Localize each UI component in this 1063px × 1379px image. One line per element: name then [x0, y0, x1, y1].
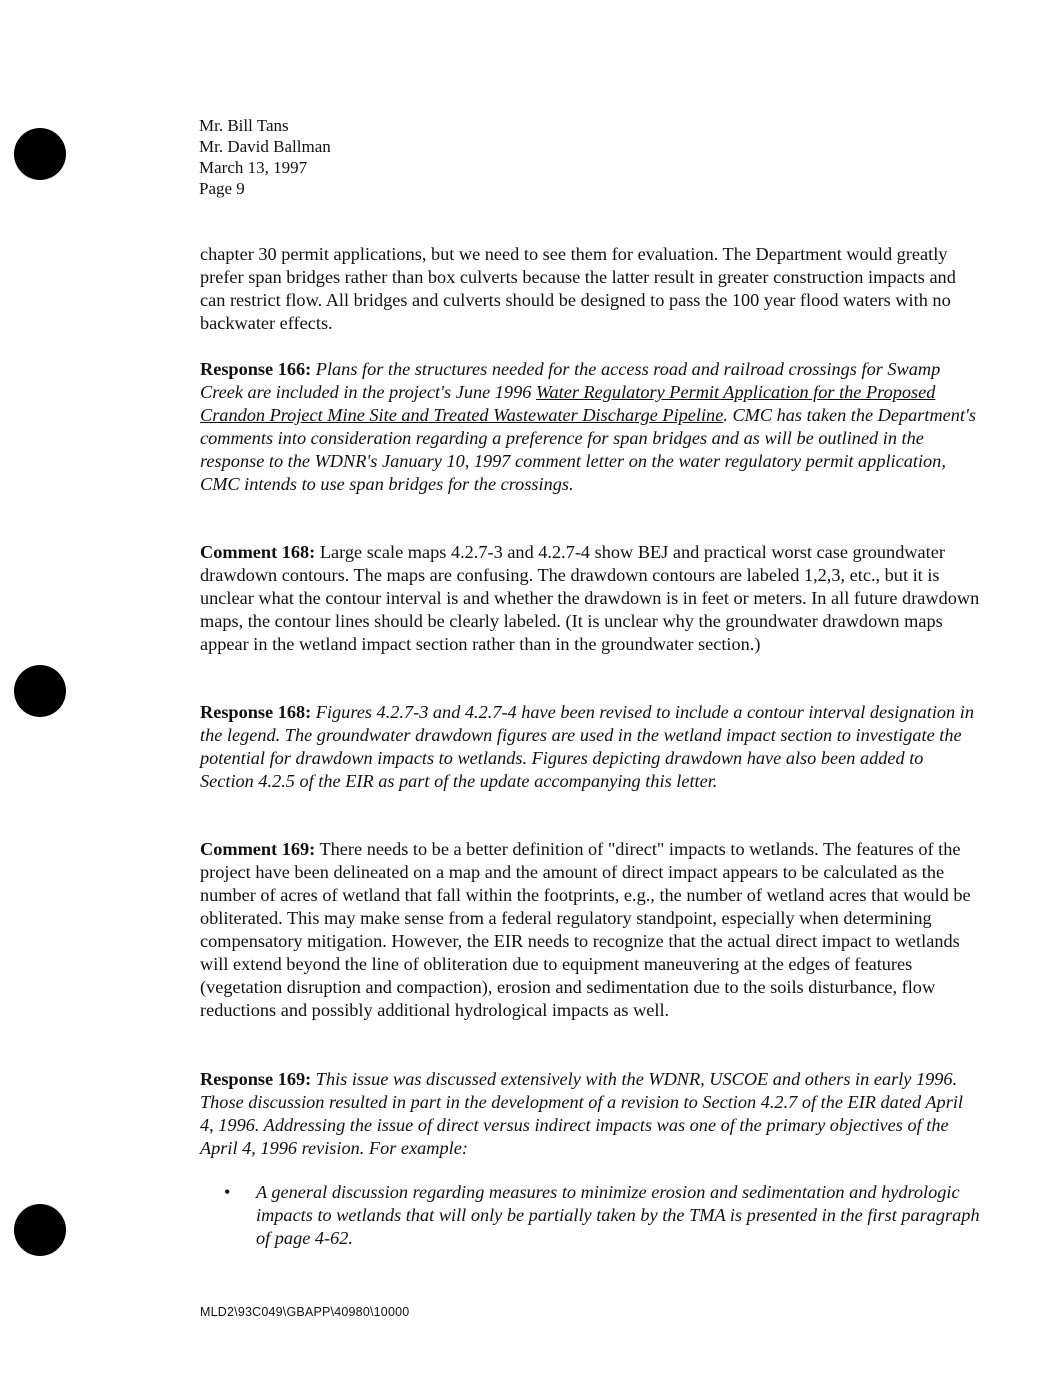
letter-header — [199, 115, 331, 199]
comment-label: Comment 169: — [200, 839, 316, 859]
comment-text: Large scale maps 4.2.7-3 and 4.2.7-4 show BEJ and practical worst case groundwater drawdown contours. The maps are confusing. The drawdown contours are labeled 1,2,3, etc., but it is unclear what the contour interval is and whether the drawdown is in feet or meters. In all future drawdown maps, the contour lines should be clearly labeled. (It is unclear why the groundwater drawdown maps appear in the wetland impact section rather than in the groundwater section.) — [200, 542, 980, 654]
response-label: Response 166: — [200, 359, 312, 379]
recipient-2: Mr. David Ballman — [199, 137, 331, 156]
hole-punch-top — [14, 128, 66, 180]
document-footer-code: MLD2\93C049\GBAPP\40980\10000 — [200, 1305, 410, 1319]
response-169 — [200, 1068, 980, 1160]
hole-punch-bottom — [14, 1204, 66, 1256]
list-item — [224, 1181, 984, 1250]
paragraph-chapter-continuation — [200, 243, 980, 335]
response-text: Figures 4.2.7-3 and 4.2.7-4 have been revised to include a contour interval designation in the legend. The groundwater drawdown figures are used in the wetland impact section to investigate the potential for drawdown impacts to wetlands. Figures depicting drawdown have also been added to Section 4.2.5 of the EIR as part of the update accompanying this letter. — [200, 702, 974, 791]
comment-label: Comment 168: — [200, 542, 316, 562]
comment-168 — [200, 541, 980, 656]
response-168 — [200, 701, 980, 793]
list-item-text: A general discussion regarding measures to minimize erosion and sedimentation and hydrologic impacts to wetlands that will only be partially taken by the TMA is presented in the first paragraph of page 4-62. — [256, 1182, 980, 1248]
response-166 — [200, 358, 980, 496]
response-text: This issue was discussed extensively with the WDNR, USCOE and others in early 1996. Those discussion resulted in part in the development of a revision to Section 4.2.7 of the EIR dated April 4, 1996. Addressing the issue of direct versus indirect impacts was one of the primary objectives of the April 4, 1996 revision. For example: — [200, 1069, 963, 1158]
response-label: Response 168: — [200, 702, 312, 722]
response-label: Response 169: — [200, 1069, 312, 1089]
hole-punch-middle — [14, 665, 66, 717]
response-text-b: . CMC has taken the Department's comments into consideration regarding a preference for span bridges and as will be outlined in the response to the WDNR's January 10, 1997 comment letter on the water regulatory permit application, CMC intends to use span bridges for the crossings. — [200, 405, 977, 494]
page-number: Page 9 — [199, 179, 245, 198]
paragraph-text: chapter 30 permit applications, but we need to see them for evaluation. The Department would greatly prefer span bridges rather than box culverts because the latter result in greater construction impacts and can restrict flow. All bridges and culverts should be designed to pass the 100 year flood waters with no backwater effects. — [200, 244, 956, 333]
recipient-1: Mr. Bill Tans — [199, 116, 289, 135]
letter-date: March 13, 1997 — [199, 158, 308, 177]
comment-169 — [200, 838, 980, 1022]
document-title-underlined: Water Regulatory Permit Application for the Proposed Crandon Project Mine Site and Treated Wastewater Discharge Pipeline — [200, 382, 936, 425]
bullet-marker: • — [224, 1182, 231, 1202]
comment-text: There needs to be a better definition of "direct" impacts to wetlands. The features of the project have been delineated on a map and the amount of direct impact appears to be calculated as the number of acres of wetland that fall within the footprints, e.g., the number of wetland acres that would be obliterated. This may make sense from a federal regulatory standpoint, especially when determining compensatory mitigation. However, the EIR needs to recognize that the actual direct impact to wetlands will extend beyond the line of obliteration due to equipment maneuvering at the edges of features (vegetation disruption and compaction), erosion and sedimentation due to the soils disturbance, flow reductions and possibly additional hydrological impacts as well. — [200, 839, 971, 1020]
response-text-a: Plans for the structures needed for the access road and railroad crossings for Swamp Creek are included in the project's June 1996 — [200, 359, 941, 402]
